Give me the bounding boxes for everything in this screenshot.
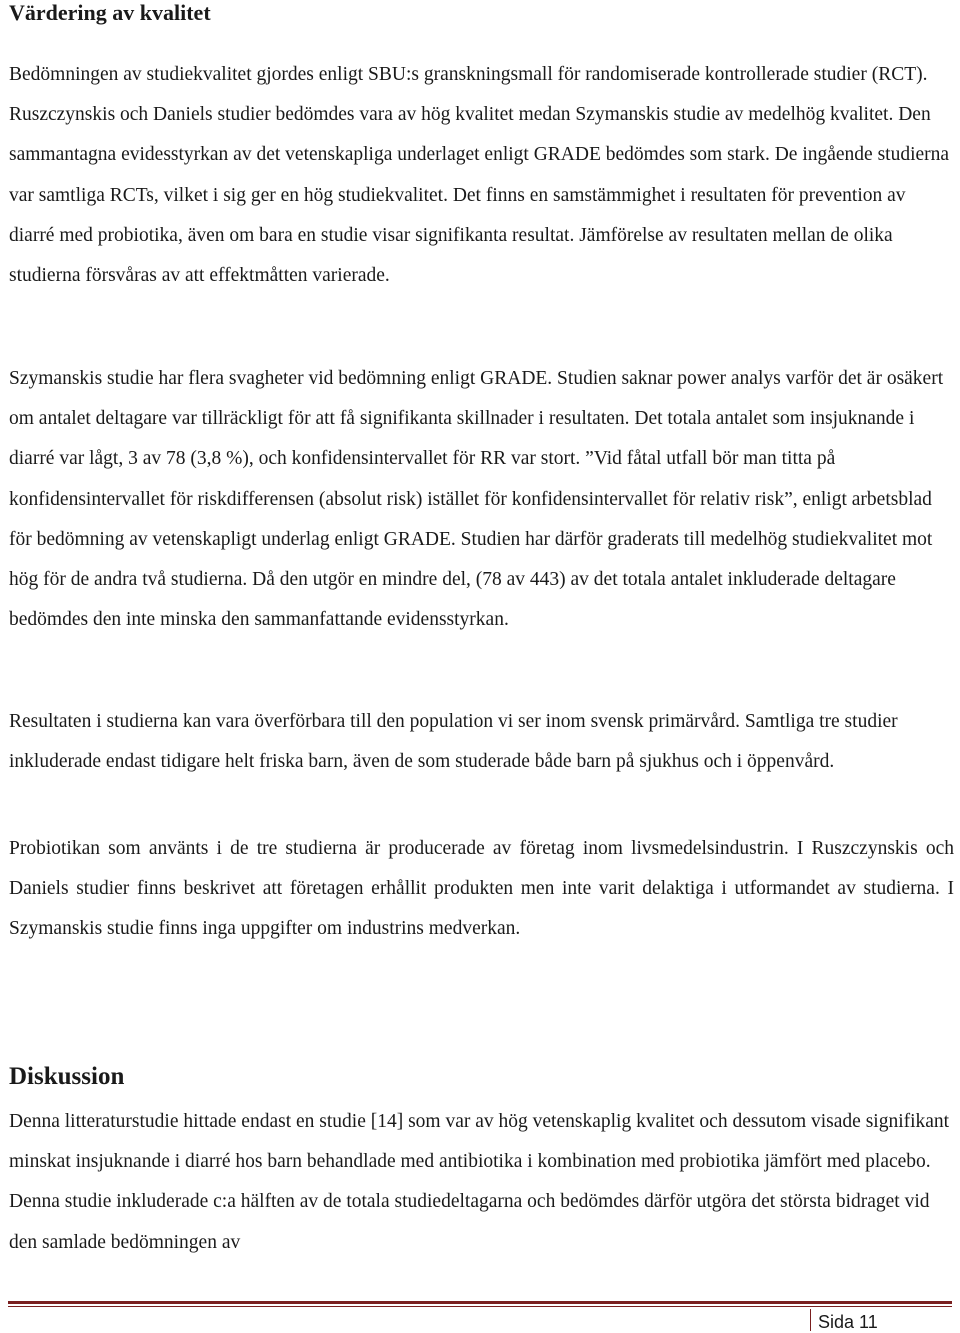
section-heading-discussion: Diskussion <box>9 1063 125 1090</box>
footer-rule-thick <box>8 1301 952 1304</box>
paragraph-industry-involvement: Probiotikan som använts i de tre studierna är producerade av företag inom livsmedelsindustrin. I Ruszczynskis och Daniels studier finns beskrivet att företagen erhållit produkten men inte varit delaktiga i utformandet av studierna. I Szymanskis studie finns inga uppgifter om industrins medverkan. <box>9 838 954 940</box>
footer-separator <box>810 1309 811 1331</box>
section-heading-quality: Värdering av kvalitet <box>9 0 211 25</box>
paragraph-study-quality: Bedömningen av studiekvalitet gjordes enligt SBU:s granskningsmall för randomiserade kontrollerade studier (RCT). Ruszczynskis och Daniels studier bedömdes vara av hög kvalitet medan Szymanskis studie av medelhög kvalitet. Den sammantagna evidesstyrkan av det vetenskapliga underlaget enligt GRADE bedömdes som stark. De ingående studierna var samtliga RCTs, vilket i sig ger en hög studiekvalitet. Det finns en samstämmighet i resultaten för prevention av diarré med probiotika, även om bara en studie visar signifikanta resultat. Jämförelse av resultaten mellan de olika studierna försvåras av att effektmåtten varierade. <box>9 64 950 287</box>
paragraph-transferability: Resultaten i studierna kan vara överförbara till den population vi ser inom svensk primärvård. Samtliga tre studier inkluderade endast tidigare helt friska barn, även de som studerade både barn på sjukhus och i öppenvård. <box>9 711 898 773</box>
paragraph-szymanski-weaknesses: Szymanskis studie har flera svagheter vid bedömning enligt GRADE. Studien saknar power analys varför det är osäkert om antalet deltagare var tillräckligt för att få signifikanta skillnader i resultaten. Det totala antalet som insjuknande i diarré var lågt, 3 av 78 (3,8 %), och konfidensintervallet för RR var stort. ”Vid fåtal utfall bör man titta på konfidensintervallet för riskdifferensen (absolut risk) istället för konfidensintervallet för relativ risk”, enligt arbetsblad för bedömning av vetenskapligt underlag enligt GRADE. Studien har därför graderats till medelhög studiekvalitet mot hög för de andra två studierna. Då den utgör en mindre del, (78 av 443) av det totala antalet inkluderade deltagare bedömdes den inte minska den sammanfattande evidensstyrkan. <box>9 368 944 631</box>
paragraph-discussion: Denna litteraturstudie hittade endast en studie [14] som var av hög vetenskaplig kvalitet och dessutom visade signifikant minskat insjuknande i diarré hos barn behandlade med antibiotika i kombination med probiotika jämfört med placebo. Denna studie inkluderade c:a hälften av de totala studiedeltagarna och bedömdes därför utgöra det största bidraget vid den samlade bedömningen av <box>9 1111 950 1253</box>
page-number: Sida 11 <box>818 1312 878 1332</box>
footer-rule-thin <box>8 1306 952 1307</box>
